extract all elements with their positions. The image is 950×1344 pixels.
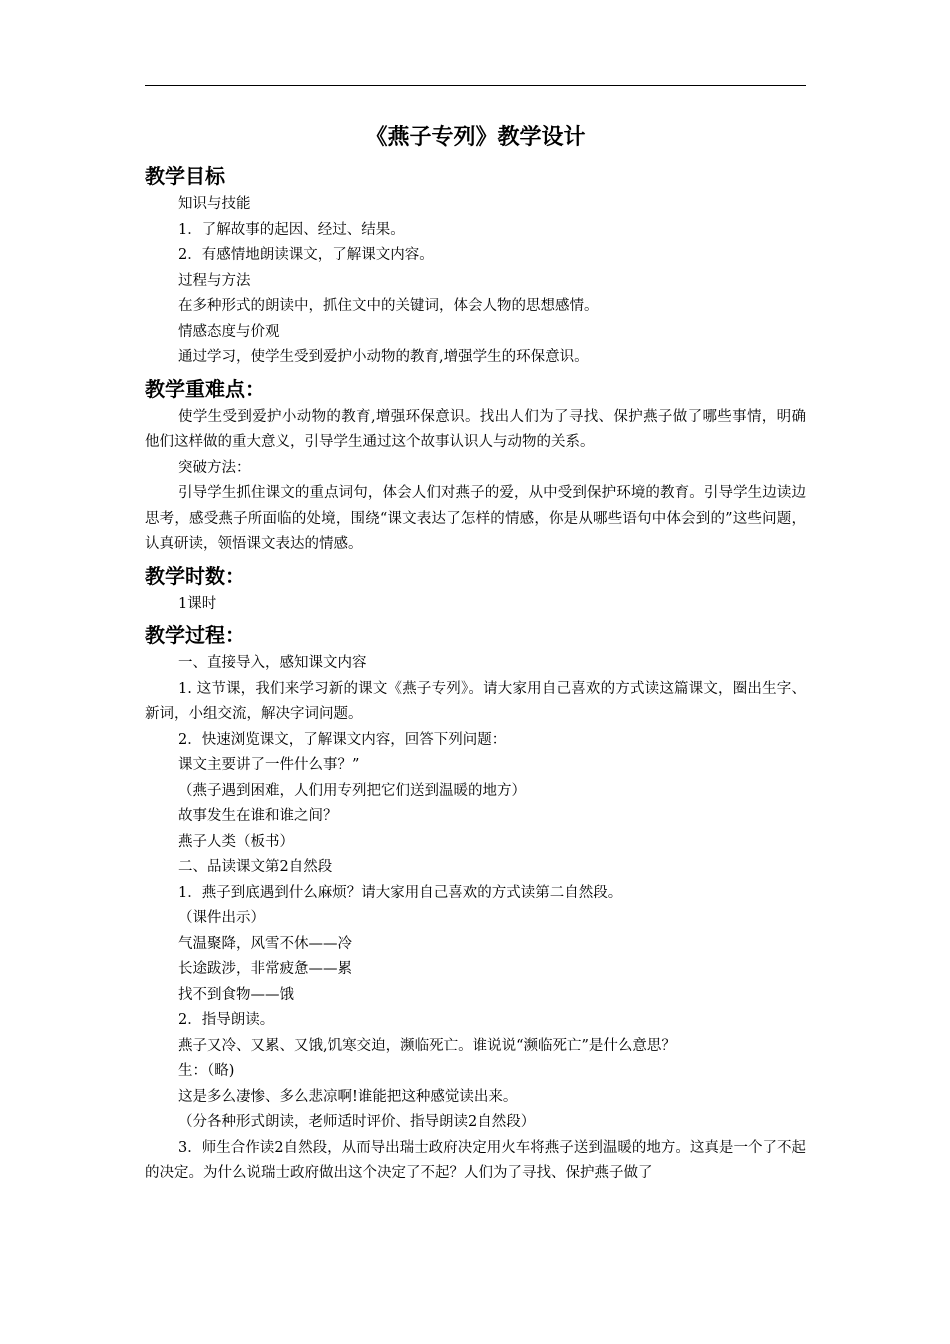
section-heading-key-points: 教学重难点：: [145, 376, 265, 401]
header-rule: [145, 85, 806, 86]
paragraph: 这是多么凄惨、多么悲凉啊!谁能把这种感觉读出来。: [178, 1088, 518, 1105]
paragraph: 生：（略): [178, 1063, 235, 1079]
paragraph: 二、品读课文第2自然段: [178, 859, 333, 875]
paragraph: 气温聚降，风雪不休——冷: [178, 935, 352, 952]
paragraph: （分各种形式朗读，老师适时评价、指导朗读2自然段）: [178, 1114, 536, 1130]
paragraph: 课文主要讲了一件什么事？”: [178, 757, 360, 773]
paragraph: 2．指导朗读。: [178, 1012, 275, 1028]
paragraph: 2．快速浏览课文，了解课文内容，回答下列问题：: [178, 731, 507, 748]
section-heading-goals: 教学目标: [145, 164, 225, 188]
paragraph: 2．有感情地朗读课文，了解课文内容。: [178, 247, 434, 263]
paragraph: 通过学习，使学生受到爱护小动物的教育,增强学生的环保意识。: [178, 349, 589, 365]
paragraph: 1．了解故事的起因、经过、结果。: [178, 221, 405, 238]
paragraph: 引导学生抓住课文的重点词句，体会人们对燕子的爱，从中受到保护环境的教育。引导学生边读边思考，感受燕子所面临的处境，围绕“课文表达了怎样的情感，你是从哪些语句中体会到的”这些问题，认真研读，领悟课文表达的情感。: [145, 485, 806, 552]
paragraph: 3．师生合作读2自然段，从而导出瑞士政府决定用火车将燕子送到温暖的地方。这真是一个了不起的决定。为什么说瑞士政府做出这个决定了不起？人们为了寻找、保护燕子做了: [145, 1139, 806, 1181]
paragraph: 长途跋涉，非常疲惫——累: [178, 961, 352, 977]
paragraph: 在多种形式的朗读中，抓住文中的关键词，体会人物的思想感情。: [178, 298, 599, 314]
section-heading-process: 教学过程：: [145, 623, 245, 647]
paragraph: 情感态度与价观: [178, 323, 280, 340]
paragraph: 1课时: [178, 595, 217, 612]
paragraph: 突破方法：: [178, 459, 251, 476]
paragraph: 燕子人类（板书）: [178, 833, 294, 850]
paragraph: （课件出示）: [178, 910, 265, 926]
paragraph: 燕子又冷、又累、又饿,饥寒交迫，濒临死亡。谁说说“濒临死亡”是什么意思？: [178, 1037, 676, 1054]
paragraph: 一、直接导入，感知课文内容: [178, 655, 367, 671]
section-heading-hours: 教学时数：: [145, 563, 245, 588]
document-page: [145, 118, 806, 1187]
paragraph: 过程与方法: [178, 272, 251, 289]
paragraph: 1．燕子到底遇到什么麻烦？请大家用自己喜欢的方式读第二自然段。: [178, 884, 623, 901]
paragraph: 1. 这节课，我们来学习新的课文《燕子专列》。请大家用自己喜欢的方式读这篇课文，圈出生字、新词，小组交流，解决字词问题。: [145, 680, 806, 722]
paragraph: 知识与技能: [178, 196, 251, 212]
paragraph: （燕子遇到困难，人们用专列把它们送到温暖的地方）: [178, 782, 526, 799]
paragraph: 找不到食物——饿: [178, 986, 294, 1003]
document-title: 《燕子专列》教学设计: [365, 125, 586, 150]
paragraph: 使学生受到爱护小动物的教育,增强环保意识。找出人们为了寻找、保护燕子做了哪些事情，明确他们这样做的重大意义，引导学生通过这个故事认识人与动物的关系。: [145, 408, 806, 450]
paragraph: 故事发生在谁和谁之间？: [178, 808, 338, 824]
